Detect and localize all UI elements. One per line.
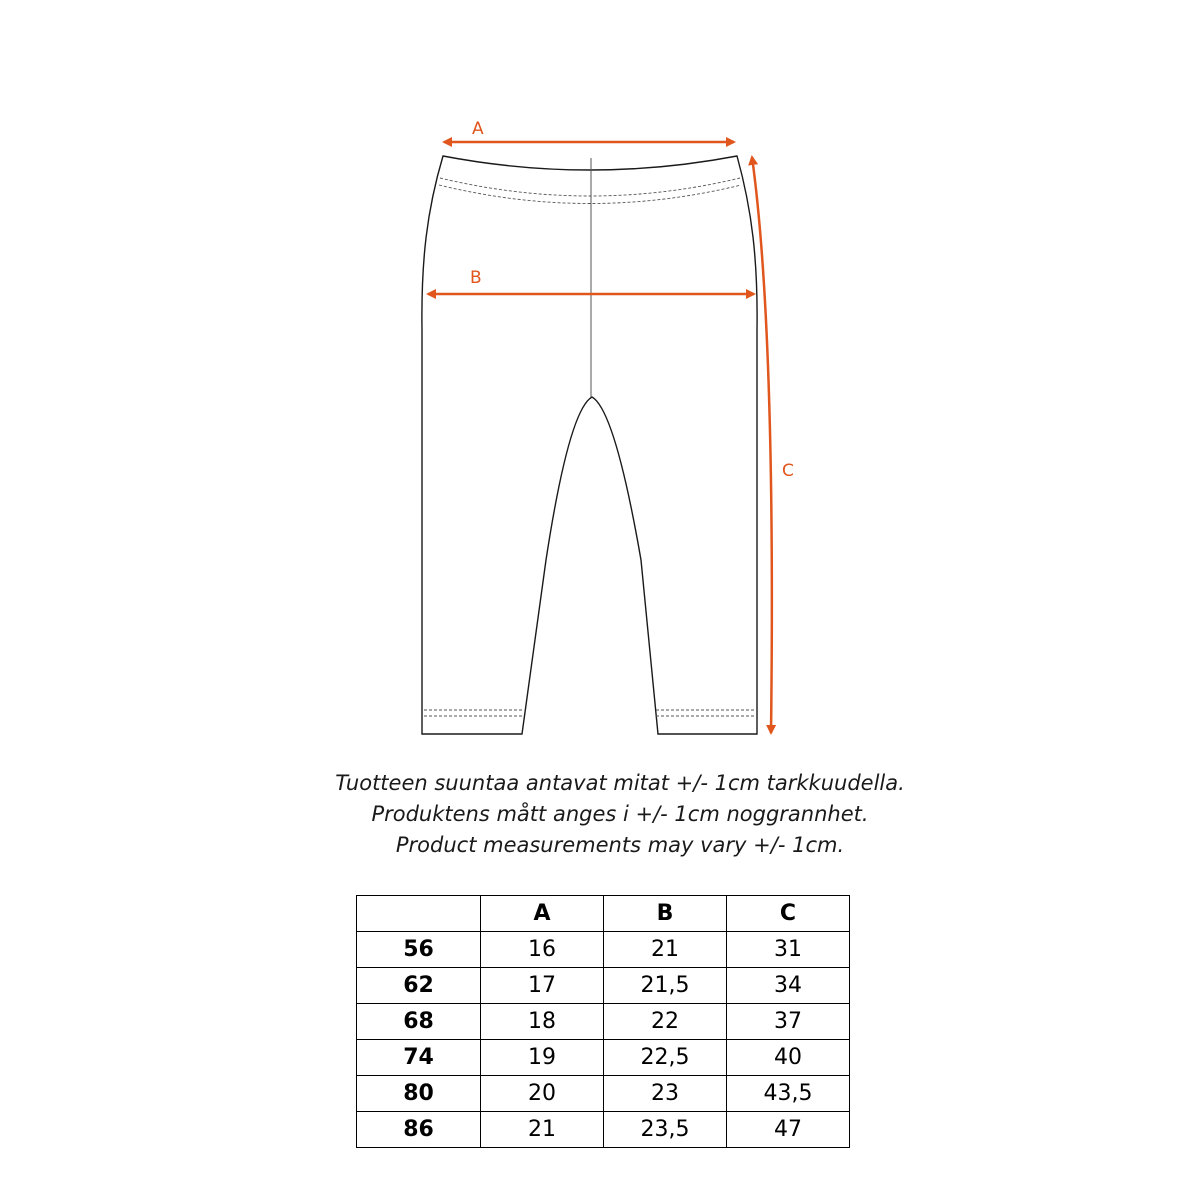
dimension-c-label: C — [782, 461, 794, 481]
table-row — [357, 1076, 850, 1112]
measurement-b-cell: 23 — [604, 1076, 727, 1112]
table-row — [357, 932, 850, 968]
table-header-row — [357, 896, 850, 932]
measurement-c-cell: 31 — [727, 932, 850, 968]
size-cell: 56 — [357, 932, 481, 968]
measurement-a-cell: 18 — [481, 1004, 604, 1040]
disclaimer-swedish: Produktens mått anges i +/- 1cm noggrannhet. — [371, 802, 869, 826]
measurement-b-cell: 22 — [604, 1004, 727, 1040]
disclaimer-finnish: Tuotteen suuntaa antavat mitat +/- 1cm tarkkuudella. — [335, 771, 905, 795]
measurement-c-cell: 34 — [727, 968, 850, 1004]
disclaimer-english: Product measurements may vary +/- 1cm. — [395, 833, 845, 857]
table-header-c: C — [727, 896, 850, 932]
pants-outer-shape — [422, 156, 757, 734]
size-cell: 86 — [357, 1112, 481, 1148]
size-cell: 80 — [357, 1076, 481, 1112]
measurement-a-cell: 20 — [481, 1076, 604, 1112]
dimension-c-arrow — [752, 157, 772, 733]
measurement-c-cell: 47 — [727, 1112, 850, 1148]
size-cell: 74 — [357, 1040, 481, 1076]
measurement-a-cell: 19 — [481, 1040, 604, 1076]
table-header-b: B — [604, 896, 727, 932]
measurement-a-cell: 16 — [481, 932, 604, 968]
measurement-c-cell: 40 — [727, 1040, 850, 1076]
measurement-a-cell: 17 — [481, 968, 604, 1004]
table-row — [357, 1040, 850, 1076]
measurement-disclaimer — [0, 768, 1200, 861]
table-header-size — [357, 896, 481, 932]
measurement-b-cell: 23,5 — [604, 1112, 727, 1148]
measurement-b-cell: 21,5 — [604, 968, 727, 1004]
waistband-stitch-2 — [439, 185, 741, 204]
waistband-stitch-1 — [440, 178, 740, 196]
size-cell: 62 — [357, 968, 481, 1004]
size-cell: 68 — [357, 1004, 481, 1040]
table-row — [357, 1112, 850, 1148]
measurement-c-cell: 37 — [727, 1004, 850, 1040]
measurement-a-cell: 21 — [481, 1112, 604, 1148]
dimension-a-label: A — [472, 119, 484, 139]
measurement-b-cell: 22,5 — [604, 1040, 727, 1076]
measurement-b-cell: 21 — [604, 932, 727, 968]
pants-outline — [422, 156, 757, 734]
table-row — [357, 1004, 850, 1040]
dimension-b-label: B — [470, 268, 482, 288]
size-table — [356, 895, 850, 1148]
table-header-a: A — [481, 896, 604, 932]
table-row — [357, 968, 850, 1004]
measurement-c-cell: 43,5 — [727, 1076, 850, 1112]
